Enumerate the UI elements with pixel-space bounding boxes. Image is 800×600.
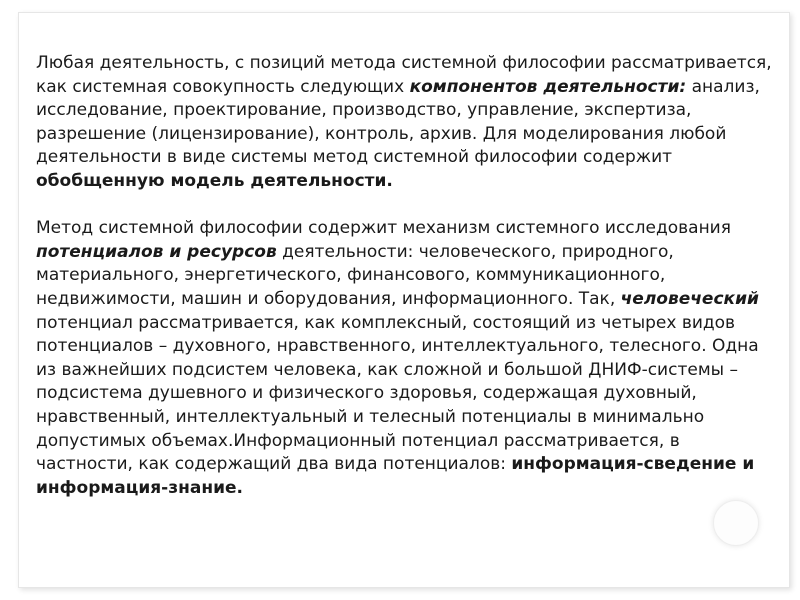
text-run: анализ, исследование, проектирование, производство, управление, экспертиза, разрешение (лицензирование), контроль, архив. Для моделирования любой деятельности в виде системы метод системной философии содержит [36,76,760,168]
paragraph-potentials [36,217,776,500]
text-run: деятельности: человеческого, природного, материального, энергетического, финансового, коммуникационного, недвижимости, машин и оборудования, информационного. Так, [36,241,674,309]
emphasis-information: информация-сведение и информация-знание. [36,454,755,498]
text-run: Метод системной философии содержит механизм системного исследования [36,218,731,239]
emphasis-potentials: потенциалов и ресурсов [36,241,277,262]
emphasis-human: человеческий [620,288,759,309]
paragraph-gap [36,194,776,218]
slide-body [36,52,776,500]
slide-nav-button[interactable] [713,500,759,546]
paragraph-components [36,52,776,194]
text-run: потенциал рассматривается, как комплексный, состоящий из четырех видов потенциалов – духовного, нравственного, интеллектуального, телесного. Одна из важнейших подсистем человека, как сложной и большой ДНИФ-системы – подсистема душевного и физического здоровья, содержащая духовный, нравственный, интеллектуальный и телесный потенциалы в минимально допустимых объемах.Информационный потенциал рассматривается, в частности, как содержащий два вида потенциалов: [36,312,759,475]
emphasis-components: компонентов деятельности: [409,76,687,97]
text-run: Любая деятельность, с позиций метода системной философии рассматривается, как системная совокупность следующих [36,53,772,97]
emphasis-model: обобщенную модель деятельности. [36,170,393,191]
